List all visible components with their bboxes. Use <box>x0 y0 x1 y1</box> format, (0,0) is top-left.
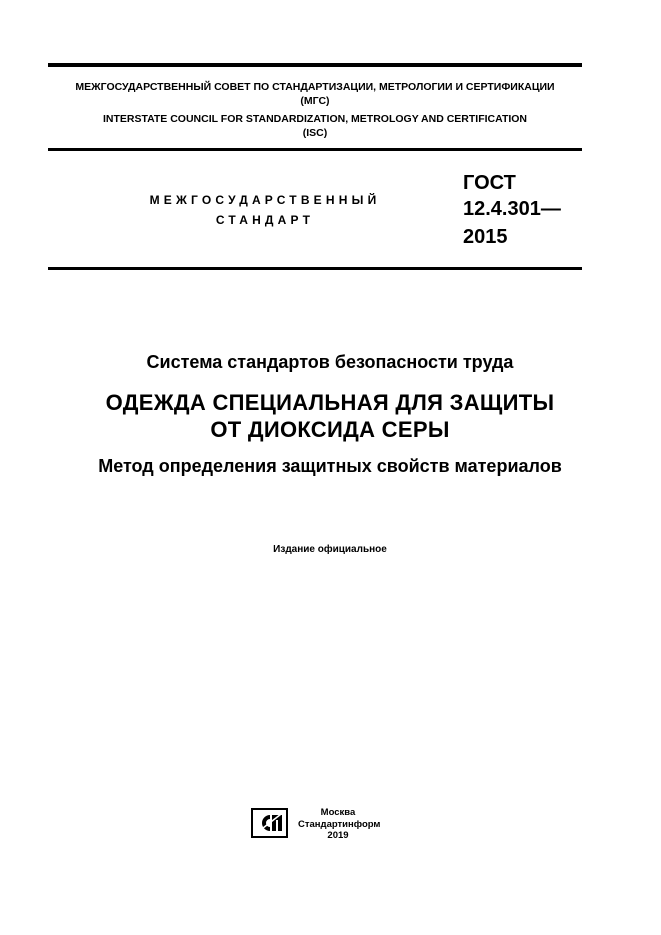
standard-label-line2: СТАНДАРТ <box>215 213 315 227</box>
main-title-line1: ОДЕЖДА СПЕЦИАЛЬНАЯ ДЛЯ ЗАЩИТЫ <box>105 390 555 415</box>
middle-rule <box>48 148 582 151</box>
council-ru-name: МЕЖГОСУДАРСТВЕННЫЙ СОВЕТ ПО СТАНДАРТИЗАЦИИ, МЕТРОЛОГИИ И СЕРТИФИКАЦИИ <box>75 81 555 93</box>
standartinform-logo-icon <box>251 808 288 838</box>
publisher-city: Москва <box>320 807 356 818</box>
gost-year: 2015 <box>463 226 508 248</box>
top-rule <box>48 63 582 67</box>
council-en-abbr: (ISC) <box>302 127 328 139</box>
bottom-rule <box>48 267 582 270</box>
publisher-name: Стандартинформ <box>298 818 381 830</box>
publisher-info <box>298 807 381 842</box>
main-title-line2: ОТ ДИОКСИДА СЕРЫ <box>210 417 450 442</box>
council-en <box>48 112 582 140</box>
method-title: Метод определения защитных свойств материалов <box>98 456 562 476</box>
council-ru-abbr: (МГС) <box>300 95 330 107</box>
system-title: Система стандартов безопасности труда <box>146 352 514 372</box>
edition-label: Издание официальное <box>273 544 387 555</box>
publisher-year: 2019 <box>327 830 349 841</box>
gost-number: 12.4.301— <box>463 198 561 220</box>
council-en-name: INTERSTATE COUNCIL FOR STANDARDIZATION, METROLOGY AND CERTIFICATION <box>102 113 528 125</box>
council-ru <box>48 80 582 108</box>
standard-label-line1: МЕЖГОСУДАРСТВЕННЫЙ <box>149 193 381 207</box>
gost-label: ГОСТ <box>463 172 516 194</box>
